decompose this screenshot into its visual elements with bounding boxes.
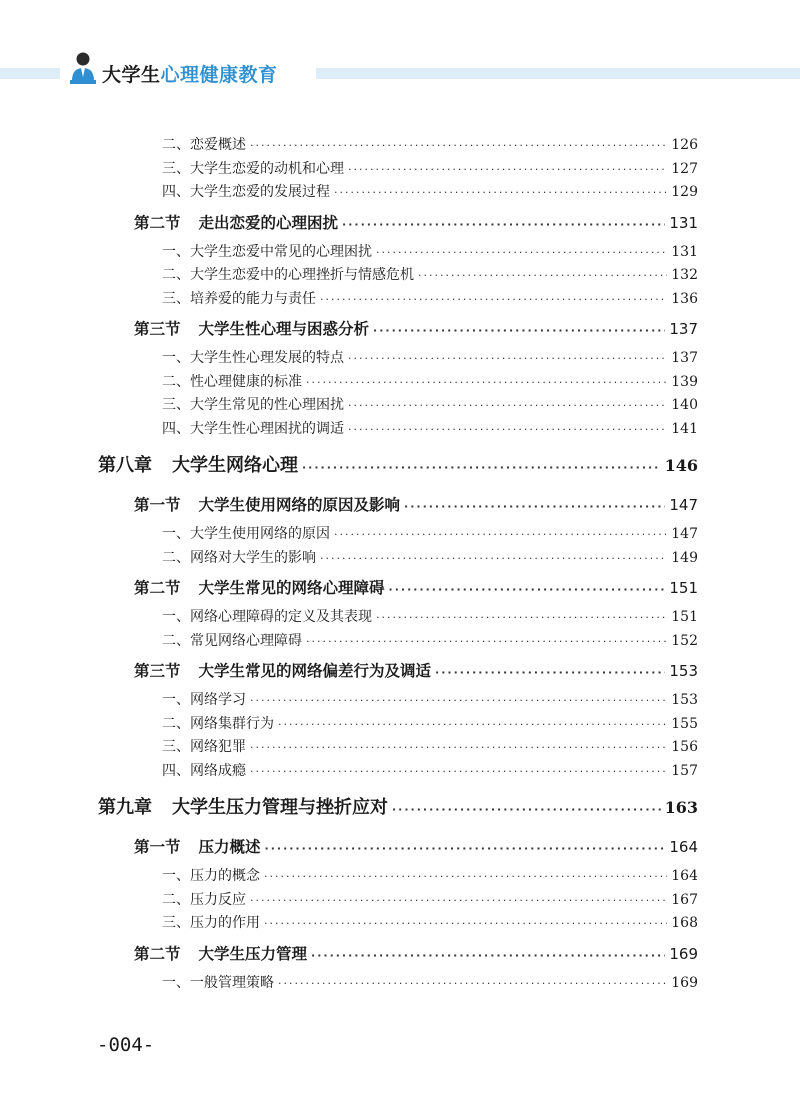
toc-page-number: 127 <box>671 160 698 177</box>
toc-entry-label <box>134 211 338 233</box>
toc-entry-label <box>162 347 344 367</box>
toc-page-number: 146 <box>664 456 698 475</box>
toc-entry-label <box>162 418 344 438</box>
toc-entry-label <box>162 630 302 650</box>
toc-page-number: 141 <box>671 420 698 437</box>
toc-entry-title: 压力概述 <box>198 838 261 856</box>
toc-entry-title: 二、大学生恋爱中的心理挫折与情感危机 <box>162 267 414 283</box>
toc-entry-label <box>162 760 246 780</box>
book-title-part1: 大学生 <box>102 64 161 86</box>
toc-entry-title: 四、网络成瘾 <box>162 762 246 779</box>
toc-entry-title: 二、恋爱概述 <box>162 137 246 153</box>
toc-entry-title: 二、压力反应 <box>162 891 246 908</box>
toc-entry-label <box>162 371 302 391</box>
toc-entry-label <box>162 288 316 308</box>
toc-entry-label <box>162 181 330 201</box>
toc-page-number: 129 <box>671 184 698 200</box>
toc-entry-label <box>98 451 298 477</box>
toc-page-number: 151 <box>671 609 698 625</box>
toc-page-number: 163 <box>664 798 698 817</box>
toc-page-number: 153 <box>671 692 698 708</box>
dot-leader <box>250 694 667 707</box>
toc-entry-title: 三、大学生常见的性心理困扰 <box>162 397 344 413</box>
header-bar-left <box>0 68 60 79</box>
table-of-contents <box>0 134 800 995</box>
dot-leader <box>348 352 667 365</box>
toc-entry-title: 大学生常见的网络心理障碍 <box>198 579 385 597</box>
toc-section[interactable] <box>0 576 800 606</box>
dot-leader <box>376 246 667 259</box>
toc-entry-label <box>162 912 260 932</box>
toc-item[interactable] <box>0 912 800 936</box>
toc-entry-label <box>162 523 330 543</box>
dot-leader <box>250 894 667 907</box>
dot-leader <box>348 399 667 412</box>
dot-leader <box>306 635 667 648</box>
toc-page-number: 136 <box>671 290 698 307</box>
toc-entry-label <box>162 606 372 626</box>
toc-entry-label <box>162 134 246 154</box>
toc-entry-label <box>134 317 369 339</box>
toc-item[interactable] <box>0 630 800 654</box>
toc-section[interactable] <box>0 835 800 865</box>
toc-entry-label <box>98 793 388 819</box>
toc-entry-title: 一、压力的概念 <box>162 868 260 884</box>
toc-item[interactable] <box>0 972 800 996</box>
toc-entry-title: 四、大学生性心理困扰的调适 <box>162 420 344 437</box>
toc-page-number: 147 <box>669 496 698 514</box>
toc-entry-title: 二、常见网络心理障碍 <box>162 632 302 649</box>
toc-page-number: 164 <box>671 868 698 884</box>
toc-item[interactable] <box>0 713 800 737</box>
toc-entry-label <box>134 493 400 515</box>
dot-leader <box>373 324 665 337</box>
toc-item[interactable] <box>0 264 800 288</box>
toc-page-number: 137 <box>669 320 698 338</box>
toc-item[interactable] <box>0 606 800 630</box>
toc-entry-label <box>162 264 414 284</box>
toc-entry-label <box>162 736 246 756</box>
toc-item[interactable] <box>0 134 800 158</box>
toc-entry-label <box>162 158 344 178</box>
toc-item[interactable] <box>0 736 800 760</box>
toc-entry-title: 二、网络集群行为 <box>162 715 274 732</box>
toc-entry-number: 第二节 <box>134 944 181 963</box>
toc-entry-label <box>162 241 372 261</box>
toc-page-number: 156 <box>671 739 698 755</box>
dot-leader <box>334 528 667 541</box>
toc-entry-label <box>162 689 246 709</box>
person-avatar-icon <box>70 50 96 84</box>
toc-entry-number: 第二节 <box>134 579 181 597</box>
toc-page-number: 155 <box>671 715 698 732</box>
toc-entry-title: 走出恋爱的心理困扰 <box>198 213 339 232</box>
toc-entry-label <box>162 865 260 885</box>
toc-page-number: 153 <box>669 662 698 680</box>
toc-entry-label <box>134 835 261 857</box>
toc-page-number: 140 <box>671 397 698 413</box>
toc-entry-number: 第三节 <box>134 662 181 680</box>
toc-section[interactable] <box>0 659 800 689</box>
toc-page-number: 167 <box>671 891 698 908</box>
toc-item[interactable] <box>0 889 800 913</box>
toc-page-number: 131 <box>669 213 698 232</box>
toc-entry-title: 大学生使用网络的原因及影响 <box>198 496 401 514</box>
toc-entry-title: 大学生压力管理与挫折应对 <box>172 797 388 818</box>
toc-page-number: 147 <box>671 526 698 542</box>
toc-entry-label <box>162 394 344 414</box>
dot-leader <box>250 741 667 754</box>
toc-entry-title: 一、网络学习 <box>162 692 246 708</box>
dot-leader <box>342 218 665 231</box>
toc-section[interactable] <box>0 211 800 241</box>
toc-entry-label <box>134 659 431 681</box>
dot-leader <box>418 269 667 282</box>
dot-leader <box>348 423 667 436</box>
toc-entry-title: 大学生性心理与困惑分析 <box>198 320 370 338</box>
dot-leader <box>250 139 667 152</box>
dot-leader <box>278 718 667 731</box>
dot-leader <box>264 870 667 883</box>
toc-page-number: 164 <box>669 838 698 856</box>
toc-item[interactable] <box>0 181 800 205</box>
toc-entry-title: 一、网络心理障碍的定义及其表现 <box>162 609 372 625</box>
dot-leader <box>278 977 667 990</box>
toc-entry-title: 三、压力的作用 <box>162 915 260 931</box>
toc-entry-title: 大学生常见的网络偏差行为及调适 <box>198 662 432 680</box>
toc-page-number: 169 <box>671 974 698 991</box>
toc-entry-label <box>162 713 274 733</box>
toc-entry-title: 一、一般管理策略 <box>162 974 274 991</box>
toc-entry-title: 二、网络对大学生的影响 <box>162 549 316 566</box>
toc-entry-title: 四、大学生恋爱的发展过程 <box>162 184 330 200</box>
toc-page-number: 152 <box>671 632 698 649</box>
toc-section[interactable] <box>0 942 800 972</box>
dot-leader <box>264 917 667 930</box>
toc-entry-number: 第三节 <box>134 320 181 338</box>
toc-item[interactable] <box>0 547 800 571</box>
toc-entry-number: 第一节 <box>134 496 181 514</box>
toc-entry-number: 第九章 <box>98 797 152 818</box>
toc-entry-title: 三、培养爱的能力与责任 <box>162 290 316 307</box>
page-number: -004- <box>97 1034 155 1056</box>
toc-entry-number: 第八章 <box>98 455 152 476</box>
toc-item[interactable] <box>0 394 800 418</box>
toc-chapter[interactable] <box>0 793 800 829</box>
dot-leader <box>389 583 666 596</box>
toc-entry-title: 一、大学生性心理发展的特点 <box>162 350 344 366</box>
toc-entry-number: 第二节 <box>134 213 181 232</box>
toc-item[interactable] <box>0 288 800 312</box>
dot-leader <box>320 293 667 306</box>
toc-entry-title: 一、大学生恋爱中常见的心理困扰 <box>162 243 372 260</box>
header-bar-right <box>316 68 800 79</box>
toc-page-number: 132 <box>671 267 698 283</box>
dot-leader <box>392 803 661 816</box>
toc-item[interactable] <box>0 760 800 784</box>
dot-leader <box>348 163 667 176</box>
dot-leader <box>334 186 667 199</box>
book-title <box>102 60 278 87</box>
dot-leader <box>404 500 665 513</box>
dot-leader <box>306 376 667 389</box>
toc-page-number: 169 <box>669 944 698 963</box>
toc-item[interactable] <box>0 241 800 265</box>
dot-leader <box>311 949 665 962</box>
toc-page-number: 151 <box>669 579 698 597</box>
book-title-part2: 心理健康教育 <box>160 64 278 86</box>
toc-entry-label <box>134 942 307 964</box>
toc-entry-title: 三、大学生恋爱的动机和心理 <box>162 160 344 177</box>
toc-entry-label <box>134 576 385 598</box>
toc-page-number: 168 <box>671 915 698 931</box>
toc-item[interactable] <box>0 523 800 547</box>
toc-section[interactable] <box>0 493 800 523</box>
dot-leader <box>320 552 667 565</box>
dot-leader <box>265 842 666 855</box>
toc-item[interactable] <box>0 689 800 713</box>
toc-entry-label <box>162 972 274 992</box>
toc-item[interactable] <box>0 158 800 182</box>
dot-leader <box>250 765 667 778</box>
toc-entry-title: 三、网络犯罪 <box>162 739 246 755</box>
toc-chapter[interactable] <box>0 451 800 487</box>
toc-item[interactable] <box>0 371 800 395</box>
toc-page-number: 137 <box>671 350 698 366</box>
toc-item[interactable] <box>0 418 800 442</box>
toc-entry-title: 二、性心理健康的标准 <box>162 373 302 390</box>
toc-entry-title: 大学生网络心理 <box>172 455 298 476</box>
toc-entry-number: 第一节 <box>134 838 181 856</box>
dot-leader <box>435 666 665 679</box>
toc-page-number: 126 <box>671 137 698 153</box>
toc-page-number: 157 <box>671 762 698 779</box>
toc-page-number: 131 <box>671 243 698 260</box>
dot-leader <box>302 461 661 474</box>
toc-section[interactable] <box>0 317 800 347</box>
toc-entry-title: 一、大学生使用网络的原因 <box>162 526 330 542</box>
toc-entry-label <box>162 547 316 567</box>
toc-entry-title: 大学生压力管理 <box>198 944 308 963</box>
toc-entry-label <box>162 889 246 909</box>
toc-item[interactable] <box>0 347 800 371</box>
dot-leader <box>376 611 667 624</box>
toc-page-number: 149 <box>671 549 698 566</box>
toc-page-number: 139 <box>671 373 698 390</box>
toc-item[interactable] <box>0 865 800 889</box>
